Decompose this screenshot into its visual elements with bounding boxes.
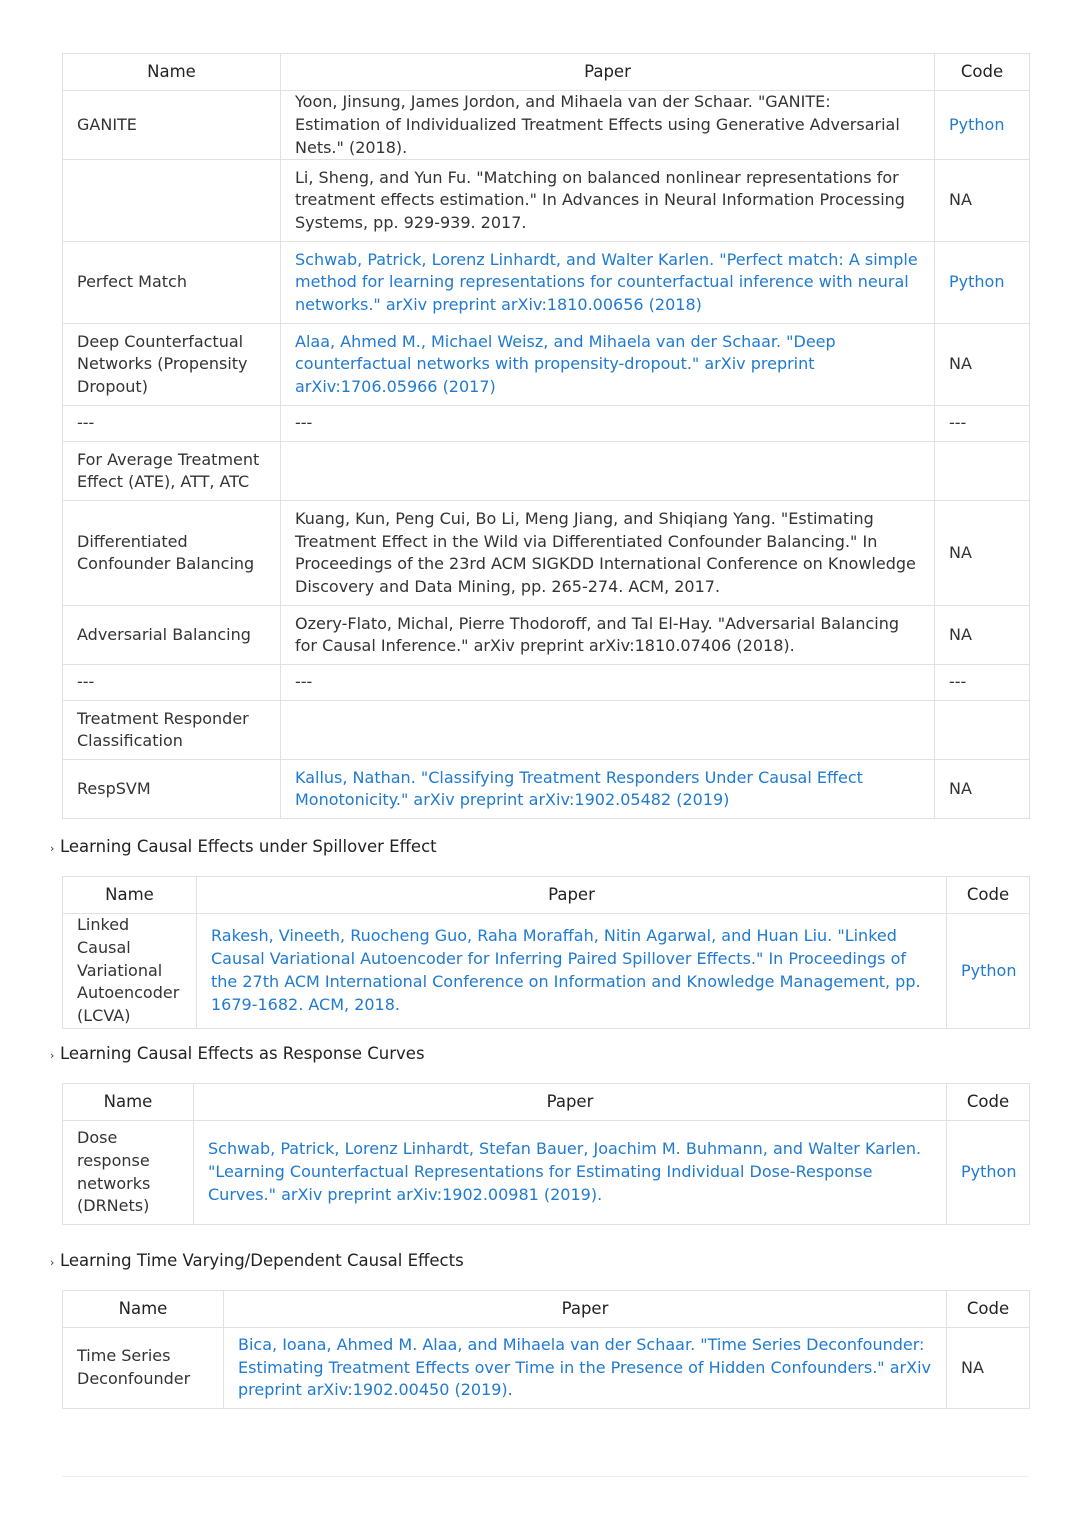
methods-table-spillover xyxy=(62,876,1030,1029)
name-column-header: Name xyxy=(63,1291,224,1328)
code-link[interactable]: Python xyxy=(961,1162,1017,1182)
code-value: NA xyxy=(935,501,1030,606)
method-name: Dose response networks (DRNets) xyxy=(63,1121,194,1225)
separator-cell: --- xyxy=(935,406,1030,442)
footer-divider xyxy=(62,1476,1029,1477)
table-row xyxy=(63,501,1030,606)
methods-table-time-varying xyxy=(62,1290,1030,1409)
empty-cell xyxy=(281,701,935,760)
section-title: Learning Causal Effects under Spillover Effect xyxy=(60,837,437,856)
paper-citation: Kuang, Kun, Peng Cui, Bo Li, Meng Jiang, and Shiqiang Yang. "Estimating Treatment Effect in the Wild via Differentiated Confounder Balancing." In Proceedings of the 23rd ACM SIGKDD International Conference on Knowledge Discovery and Data Mining, pp. 265-274. ACM, 2017. xyxy=(281,501,935,606)
paper-link[interactable]: Schwab, Patrick, Lorenz Linhardt, and Walter Karlen. "Perfect match: A simple method for learning representations for counterfactual inference with neural networks." arXiv preprint arXiv:1810.00656 (2018) xyxy=(295,249,918,315)
code-value: NA xyxy=(935,160,1030,242)
paper-citation: Ozery-Flato, Michal, Pierre Thodoroff, and Tal El-Hay. "Adversarial Balancing for Causal Inference." arXiv preprint arXiv:1810.07406 (2018). xyxy=(281,606,935,665)
table-row xyxy=(63,606,1030,665)
section-heading-response-curves xyxy=(50,1043,425,1067)
code-value: NA xyxy=(935,760,1030,819)
paper-link[interactable]: Alaa, Ahmed M., Michael Weisz, and Mihaela van der Schaar. "Deep counterfactual networks with propensity-dropout." arXiv preprint arXiv:1706.05966 (2017) xyxy=(295,331,836,397)
separator-cell: --- xyxy=(281,406,935,442)
method-name: GANITE xyxy=(63,91,281,160)
table-header-row xyxy=(63,1291,1030,1328)
code-column-header: Code xyxy=(947,877,1030,914)
paper-link[interactable]: Kallus, Nathan. "Classifying Treatment Responders Under Causal Effect Monotonicity." arXiv preprint arXiv:1902.05482 (2019) xyxy=(295,767,863,810)
name-column-header: Name xyxy=(63,877,197,914)
paper-citation: Yoon, Jinsung, James Jordon, and Mihaela van der Schaar. "GANITE: Estimation of Individualized Treatment Effects using Generative Adversarial Nets." (2018). xyxy=(281,91,935,160)
empty-cell xyxy=(281,442,935,501)
methods-table-response-curves xyxy=(62,1083,1030,1225)
section-heading-time-varying xyxy=(50,1250,464,1274)
separator-cell: --- xyxy=(281,665,935,701)
paper-link[interactable]: Schwab, Patrick, Lorenz Linhardt, Stefan Bauer, Joachim M. Buhmann, and Walter Karlen. "Learning Counterfactual Representations for Estimating Individual Dose-Response Curves." arXiv preprint arXiv:1902.00981 (2019). xyxy=(208,1139,922,1204)
paper-link[interactable]: Rakesh, Vineeth, Ruocheng Guo, Raha Moraffah, Nitin Agarwal, and Huan Liu. "Linked Causal Variational Autoencoder for Inferring Paired Spillover Effects." In Proceedings of the 27th ACM International Conference on Information and Knowledge Management, pp. 1679-1682. ACM, 2018. xyxy=(211,926,921,1014)
method-name: Perfect Match xyxy=(63,242,281,324)
table-row xyxy=(63,91,1030,160)
separator-cell: --- xyxy=(935,665,1030,701)
paper-column-header: Paper xyxy=(194,1084,947,1121)
separator-row xyxy=(63,406,1030,442)
paper-citation: Li, Sheng, and Yun Fu. "Matching on balanced nonlinear representations for treatment effects estimation." In Advances in Neural Information Processing Systems, pp. 929-939. 2017. xyxy=(281,160,935,242)
table-row xyxy=(63,1328,1030,1409)
code-column-header: Code xyxy=(947,1084,1030,1121)
table-row xyxy=(63,760,1030,819)
code-link[interactable]: Python xyxy=(961,960,1017,980)
chevron-right-icon: › xyxy=(50,842,55,855)
table-row xyxy=(63,1121,1030,1225)
chevron-right-icon: › xyxy=(50,1256,55,1269)
method-name: Adversarial Balancing xyxy=(63,606,281,665)
methods-table-ite xyxy=(62,53,1030,819)
paper-column-header: Paper xyxy=(281,54,935,91)
table-header-row xyxy=(63,1084,1030,1121)
table-row xyxy=(63,160,1030,242)
code-link[interactable]: Python xyxy=(949,272,1005,292)
section-title: Learning Time Varying/Dependent Causal Effects xyxy=(60,1251,464,1270)
method-name: Deep Counterfactual Networks (Propensity Dropout) xyxy=(63,324,281,406)
chevron-right-icon: › xyxy=(50,1049,55,1062)
code-column-header: Code xyxy=(935,54,1030,91)
category-label: For Average Treatment Effect (ATE), ATT, ATC xyxy=(63,442,281,501)
method-name xyxy=(63,160,281,242)
category-row xyxy=(63,701,1030,760)
method-name: Time Series Deconfounder xyxy=(63,1328,224,1409)
method-name: Linked Causal Variational Autoencoder (LCVA) xyxy=(63,914,197,1029)
separator-cell: --- xyxy=(63,406,281,442)
code-link[interactable]: Python xyxy=(949,114,1005,134)
empty-cell xyxy=(935,701,1030,760)
method-name: RespSVM xyxy=(63,760,281,819)
paper-link[interactable]: Bica, Ioana, Ahmed M. Alaa, and Mihaela van der Schaar. "Time Series Deconfounder: Estimating Treatment Effects over Time in the Presence of Hidden Confounders." arXiv preprint arXiv:1902.00450 (2019). xyxy=(238,1334,932,1400)
paper-column-header: Paper xyxy=(224,1291,947,1328)
name-column-header: Name xyxy=(63,1084,194,1121)
code-value: NA xyxy=(947,1328,1030,1409)
code-value: NA xyxy=(935,324,1030,406)
table-row xyxy=(63,914,1030,1029)
section-heading-spillover xyxy=(50,836,437,860)
code-value: NA xyxy=(935,606,1030,665)
separator-row xyxy=(63,665,1030,701)
section-title: Learning Causal Effects as Response Curves xyxy=(60,1044,425,1063)
empty-cell xyxy=(935,442,1030,501)
table-header-row xyxy=(63,877,1030,914)
table-row xyxy=(63,242,1030,324)
code-column-header: Code xyxy=(947,1291,1030,1328)
name-column-header: Name xyxy=(63,54,281,91)
table-header-row xyxy=(63,54,1030,91)
table-row xyxy=(63,324,1030,406)
category-label: Treatment Responder Classification xyxy=(63,701,281,760)
paper-column-header: Paper xyxy=(197,877,947,914)
method-name: Differentiated Confounder Balancing xyxy=(63,501,281,606)
separator-cell: --- xyxy=(63,665,281,701)
category-row xyxy=(63,442,1030,501)
